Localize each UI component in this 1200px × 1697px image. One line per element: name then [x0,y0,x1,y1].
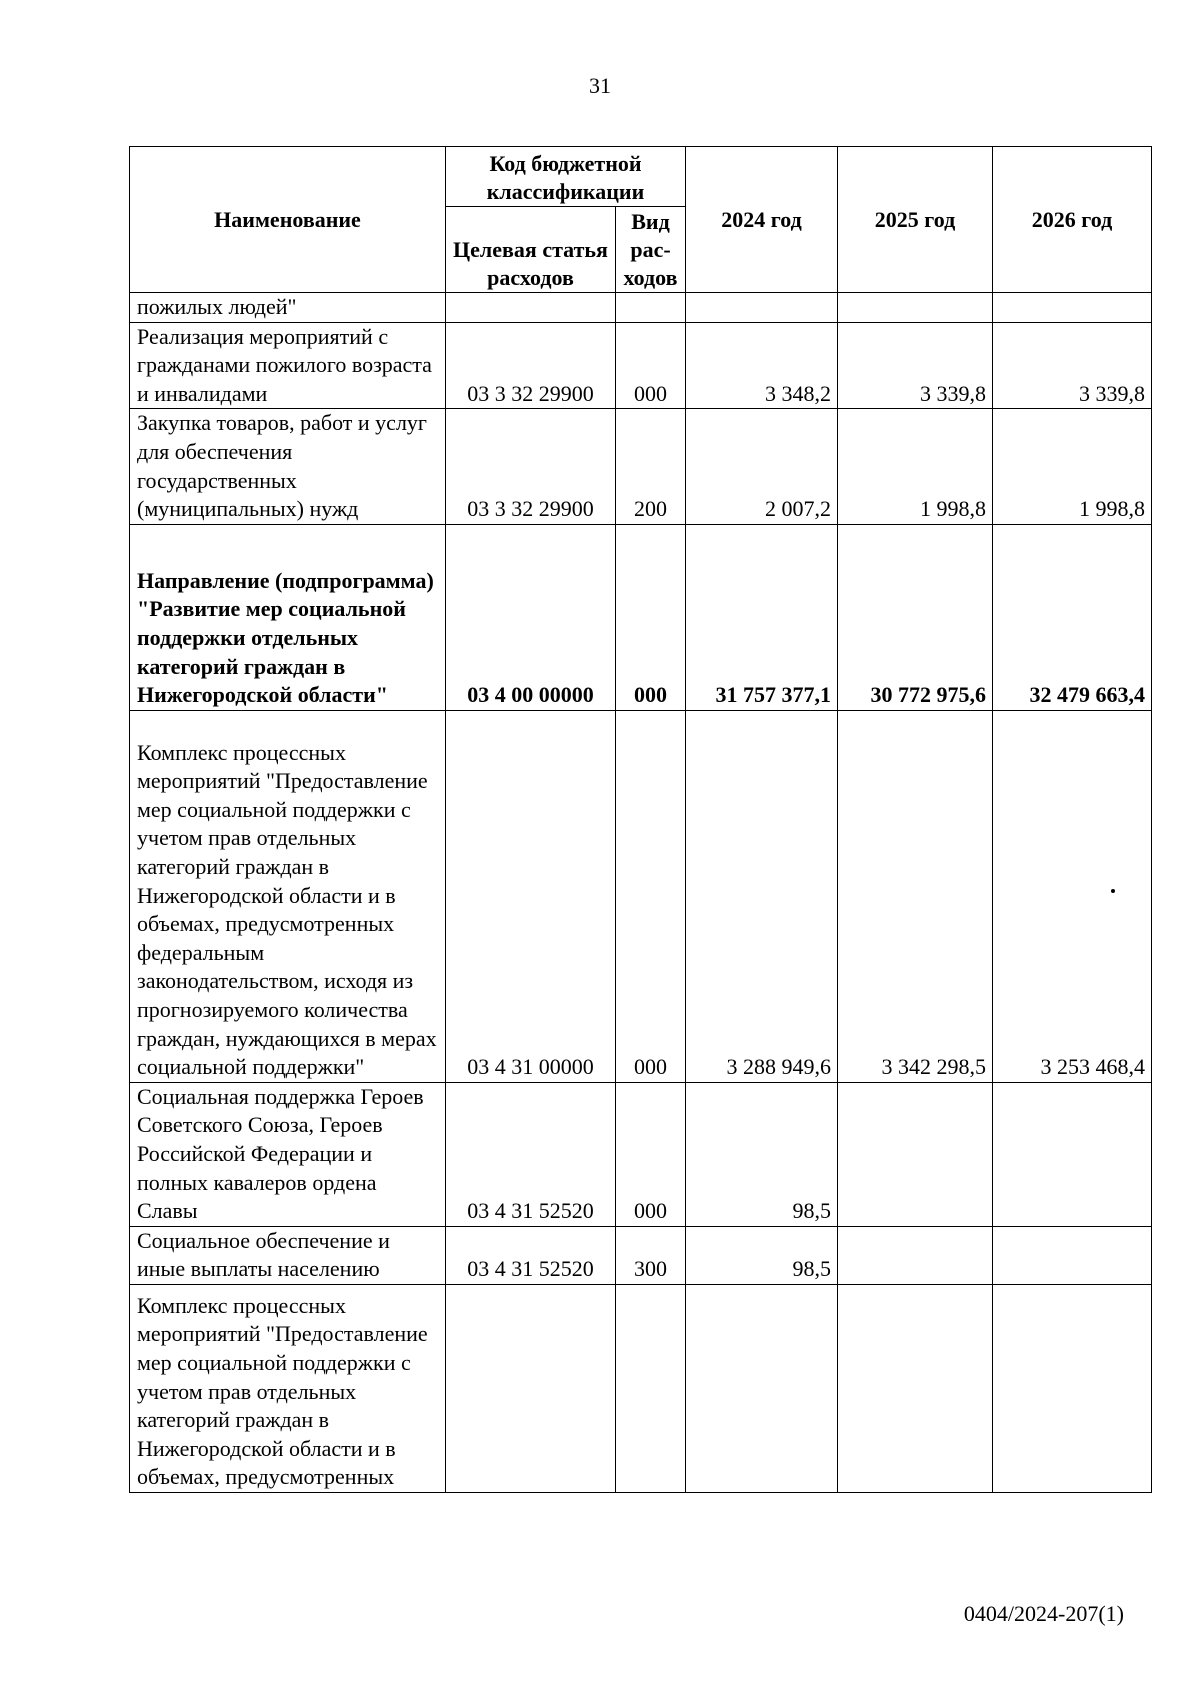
table-header [130,147,1152,293]
cell-expense-type [616,293,686,323]
header-expense-type: Вид рас-ходов [616,207,686,293]
cell-2024: 3 288 949,6 [686,710,838,1082]
cell-expense-type: 000 [616,710,686,1082]
cell-expense-type: 300 [616,1226,686,1284]
cell-name: Социальная поддержка Героев Советского Союза, Героев Российской Федерации и полных кавалеров ордена Славы [130,1082,446,1226]
table-row [130,409,1152,524]
cell-2024: 2 007,2 [686,409,838,524]
cell-2024: 3 348,2 [686,322,838,409]
header-2026: 2026 год [993,147,1152,293]
cell-expense-type [616,1284,686,1492]
cell-name: Реализация мероприятий с гражданами пожилого возраста и инвалидами [130,322,446,409]
document-id: 0404/2024-207(1) [963,1601,1124,1626]
cell-2026: 1 998,8 [993,409,1152,524]
table-row [130,1226,1152,1284]
header-2024: 2024 год [686,147,838,293]
cell-expense-type: 000 [616,524,686,710]
cell-target-article: 03 3 32 29900 [446,409,616,524]
cell-2026 [993,293,1152,323]
table-row [130,1082,1152,1226]
cell-2024 [686,1284,838,1492]
table-row [130,524,1152,710]
cell-expense-type: 200 [616,409,686,524]
cell-name: Комплекс процессных мероприятий "Предоставление мер социальной поддержки с учетом прав отдельных категорий граждан в Нижегородской области и в объемах, предусмотренных федеральным законодательством, исходя из прогнозируемого количества граждан, нуждающихся в мерах социальной поддержки" [130,710,446,1082]
page-number: 31 [589,73,611,98]
cell-target-article: 03 3 32 29900 [446,322,616,409]
cell-expense-type: 000 [616,1082,686,1226]
cell-target-article: 03 4 31 52520 [446,1082,616,1226]
stray-dot-mark [1111,889,1115,893]
cell-2026: 3 253 468,4 [993,710,1152,1082]
cell-2024 [686,293,838,323]
budget-table [129,146,1152,1493]
cell-2025 [838,293,993,323]
cell-2025: 3 339,8 [838,322,993,409]
cell-2026 [993,1082,1152,1226]
cell-target-article [446,1284,616,1492]
cell-expense-type: 000 [616,322,686,409]
cell-name: пожилых людей" [130,293,446,323]
header-target-article: Целевая статья расходов [446,207,616,293]
cell-2024: 98,5 [686,1226,838,1284]
cell-2026 [993,1226,1152,1284]
cell-2025 [838,1082,993,1226]
cell-2026: 32 479 663,4 [993,524,1152,710]
cell-2025 [838,1284,993,1492]
cell-2026 [993,1284,1152,1492]
cell-2025: 30 772 975,6 [838,524,993,710]
cell-target-article [446,293,616,323]
cell-2025 [838,1226,993,1284]
header-2025: 2025 год [838,147,993,293]
table-row [130,1284,1152,1492]
cell-2025: 1 998,8 [838,409,993,524]
cell-target-article: 03 4 00 00000 [446,524,616,710]
cell-target-article: 03 4 31 00000 [446,710,616,1082]
cell-name: Комплекс процессных мероприятий "Предоставление мер социальной поддержки с учетом прав отдельных категорий граждан в Нижегородской области и в объемах, предусмотренных [130,1284,446,1492]
cell-target-article: 03 4 31 52520 [446,1226,616,1284]
cell-name: Закупка товаров, работ и услуг для обеспечения государственных (муниципальных) нужд [130,409,446,524]
header-name: Наименование [130,147,446,293]
cell-2024: 98,5 [686,1082,838,1226]
table-row [130,322,1152,409]
header-kbk: Код бюджетной классификации [446,147,686,207]
table-row [130,293,1152,323]
cell-2025: 3 342 298,5 [838,710,993,1082]
table-body [130,293,1152,1493]
cell-name: Направление (подпрограмма) "Развитие мер социальной поддержки отдельных категорий граждан в Нижегородской области" [130,524,446,710]
cell-name: Социальное обеспечение и иные выплаты населению [130,1226,446,1284]
table-row [130,710,1152,1082]
cell-2024: 31 757 377,1 [686,524,838,710]
cell-2026: 3 339,8 [993,322,1152,409]
